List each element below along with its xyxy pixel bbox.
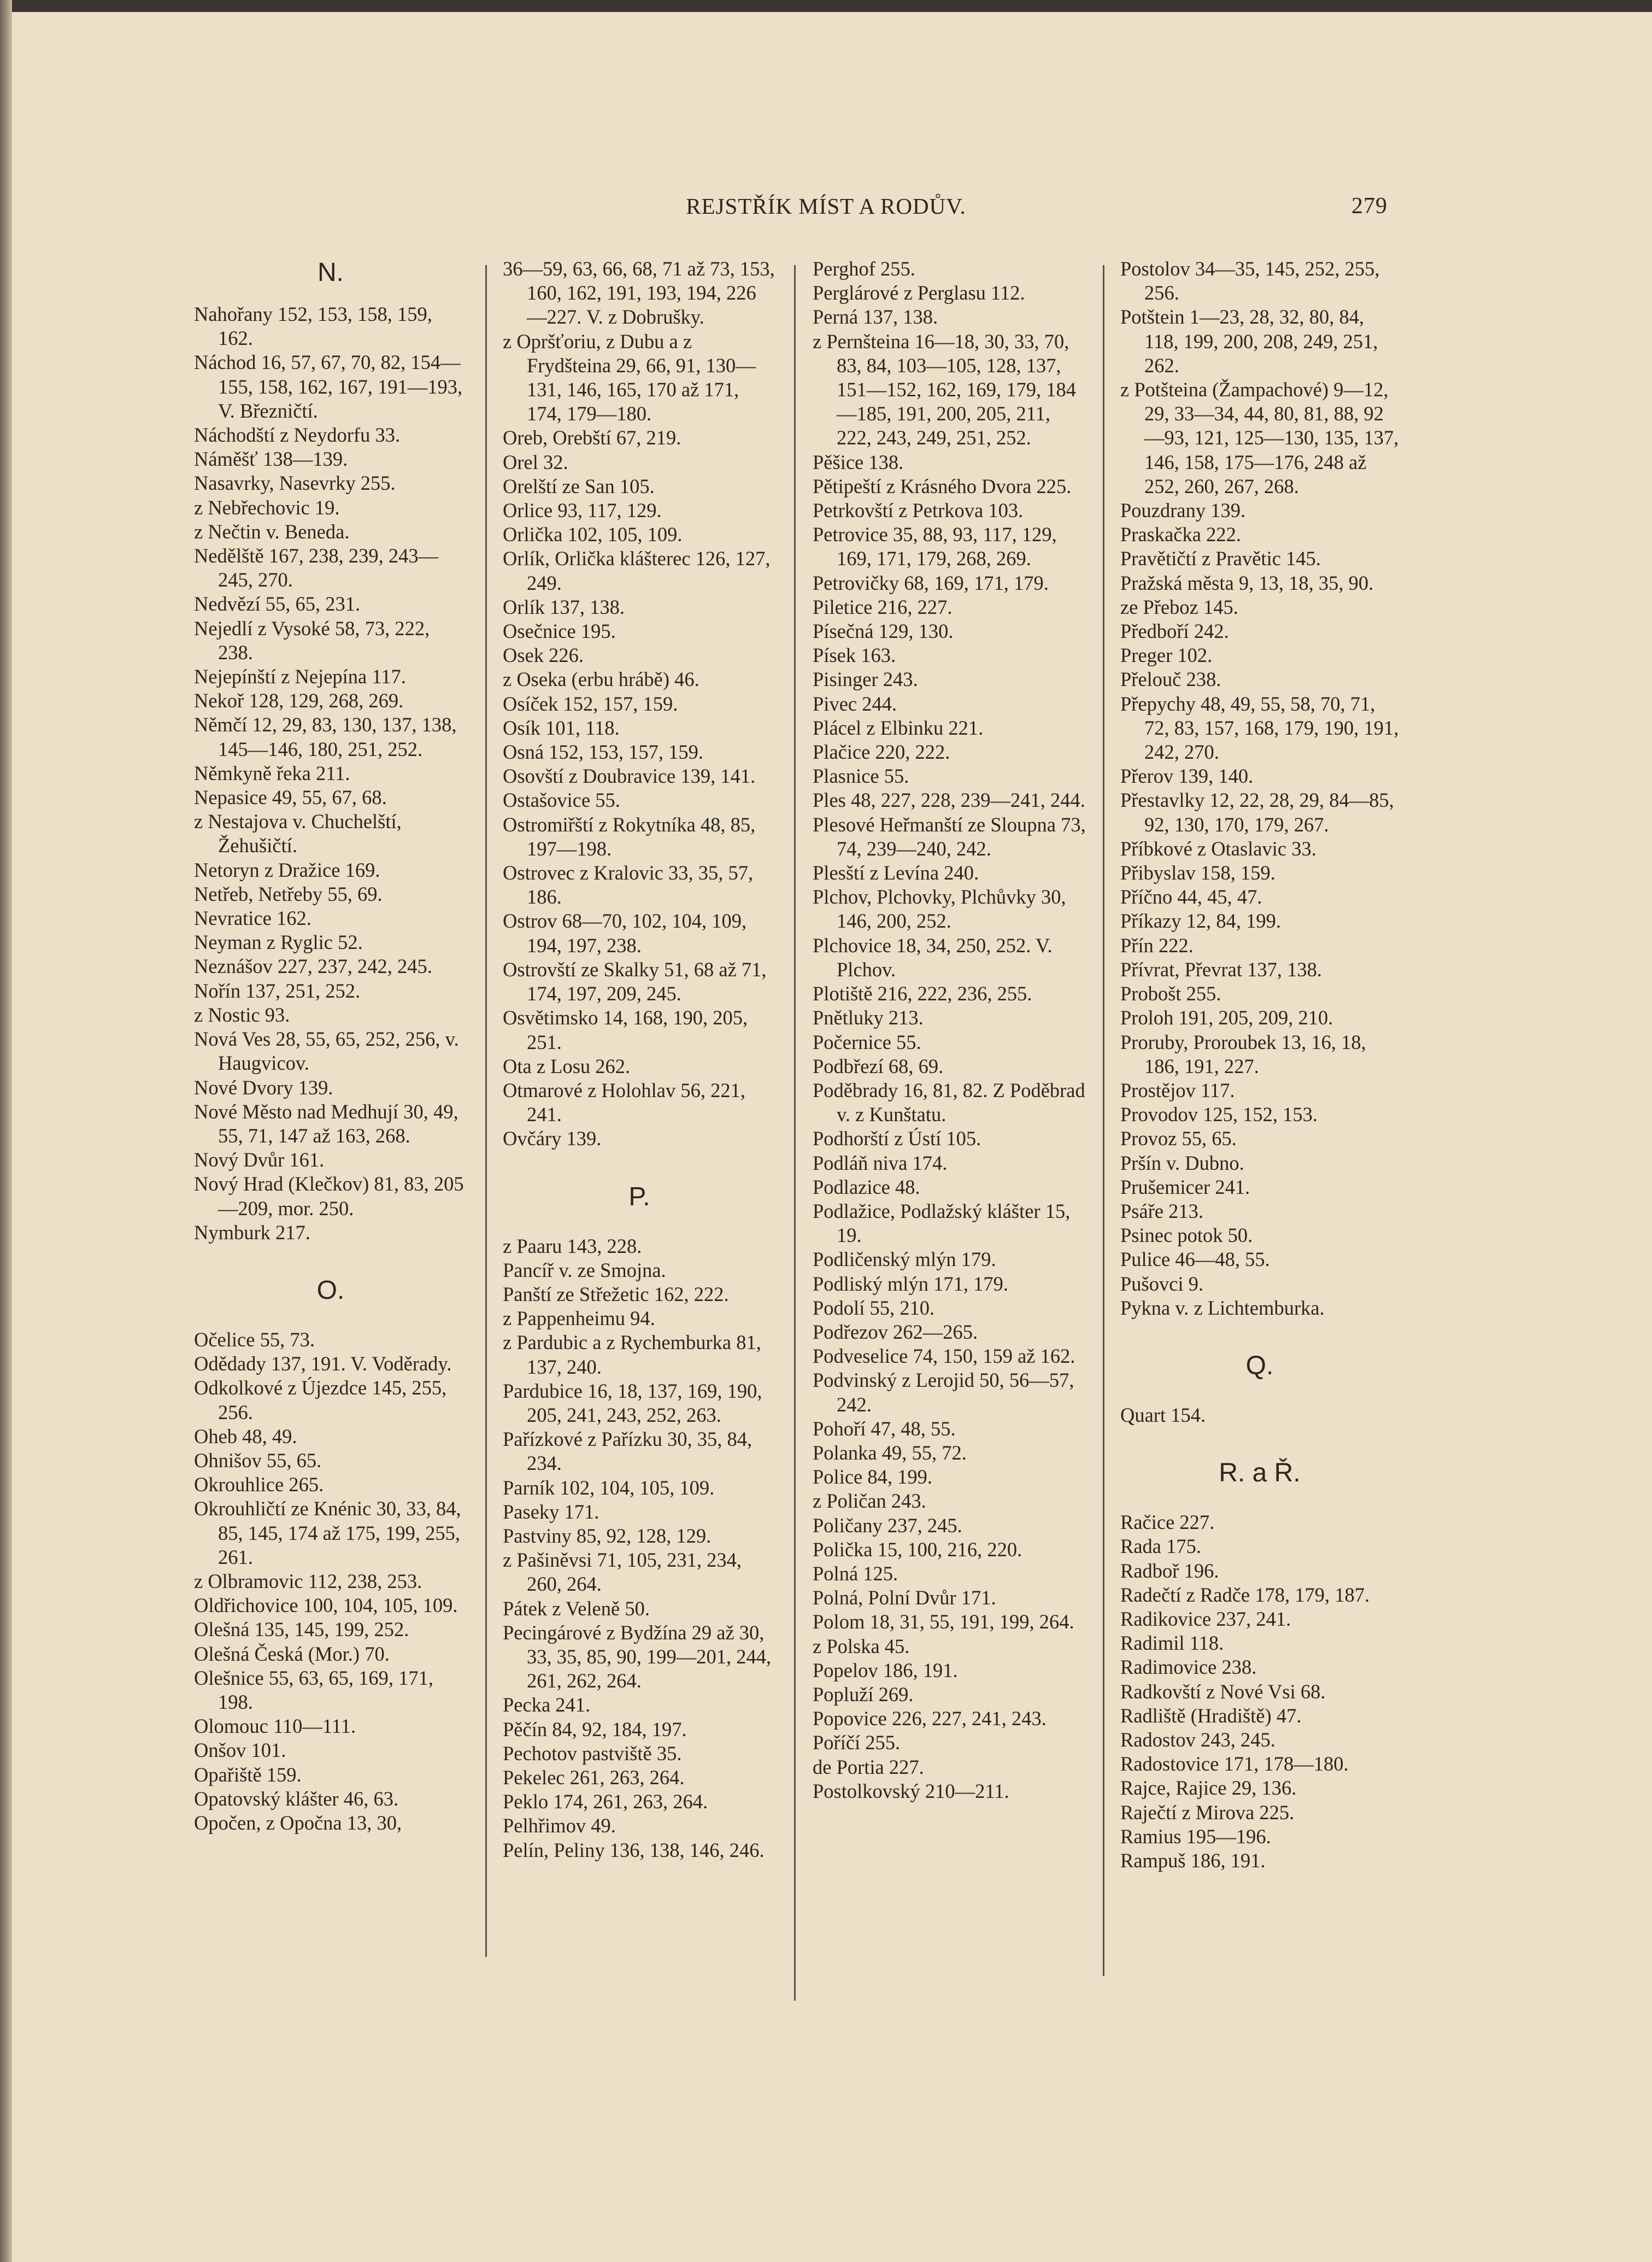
index-column-1: [194, 257, 467, 1835]
index-entry: z Pappenheimu 94.: [503, 1307, 655, 1330]
index-entry: Perghof 255.: [813, 257, 915, 280]
section-letter-heading: P.: [628, 1182, 650, 1211]
index-entry: Psinec potok 50.: [1120, 1224, 1253, 1247]
index-entry: Proruby, Proroubek 13, 16, 18, 186, 191, 227.: [1120, 1030, 1366, 1077]
index-entry: Osovští z Doubravice 139, 141.: [503, 765, 756, 788]
index-entry: Podlažice, Podlažský klášter 15, 19.: [813, 1199, 1071, 1247]
index-entry: Olešná Česká (Mor.) 70.: [194, 1642, 390, 1665]
index-entry: Příkazy 12, 84, 199.: [1120, 910, 1281, 933]
index-entry: Nedvězí 55, 65, 231.: [194, 593, 361, 616]
index-entry: Perglárové z Perglasu 112.: [813, 282, 1025, 304]
index-entry: Přestavlky 12, 22, 28, 29, 84—85, 92, 130, 170, 179, 267.: [1120, 789, 1394, 836]
index-entry: Ovčáry 139.: [503, 1127, 602, 1150]
index-entry: Předboří 242.: [1120, 620, 1229, 643]
index-entry: Panští ze Střežetic 162, 222.: [503, 1282, 729, 1305]
index-entry: Nořín 137, 251, 252.: [194, 979, 361, 1002]
index-entry: Nepasice 49, 55, 67, 68.: [194, 786, 387, 809]
index-entry: Plotiště 216, 222, 236, 255.: [813, 982, 1032, 1005]
index-entry: Nové Město nad Medhují 30, 49, 55, 71, 147 až 163, 268.: [194, 1100, 458, 1147]
index-entry: Orlík, Orlička klášterec 126, 127, 249.: [503, 547, 771, 594]
index-entry: Písek 163.: [813, 644, 896, 667]
index-entry: Rada 175.: [1120, 1535, 1201, 1558]
index-entry: Radkovští z Nové Vsi 68.: [1120, 1680, 1326, 1703]
index-entry: Pelín, Peliny 136, 138, 146, 246.: [503, 1838, 765, 1861]
index-entry: Osíček 152, 157, 159.: [503, 692, 678, 715]
section-letter-heading: Q.: [1245, 1351, 1274, 1380]
index-entry: Počernice 55.: [813, 1030, 921, 1053]
index-entry: Podřezov 262—265.: [813, 1320, 978, 1343]
index-entry: Plácel z Elbinku 221.: [813, 716, 984, 739]
index-entry: Němkyně řeka 211.: [194, 761, 350, 784]
index-entry: Pětipeští z Krásného Dvora 225.: [813, 474, 1072, 497]
index-entry: Olešná 135, 145, 199, 252.: [194, 1618, 409, 1641]
index-entry: Radečtí z Radče 178, 179, 187.: [1120, 1583, 1370, 1606]
index-entry: z Nebřechovic 19.: [194, 496, 340, 519]
index-entry: Pardubice 16, 18, 137, 169, 190, 205, 241, 243, 252, 263.: [503, 1379, 762, 1426]
index-entry: Plačice 220, 222.: [813, 741, 950, 764]
index-entry: Orlička 102, 105, 109.: [503, 523, 683, 546]
index-entry: Pražská města 9, 13, 18, 35, 90.: [1120, 571, 1374, 594]
index-entry: Paseky 171.: [503, 1500, 599, 1523]
index-entry: Pastviny 85, 92, 128, 129.: [503, 1524, 712, 1547]
index-entry: Orel 32.: [503, 450, 568, 473]
index-entry: Osvětimsko 14, 168, 190, 205, 251.: [503, 1006, 748, 1053]
index-entry: Nahořany 152, 153, 158, 159, 162.: [194, 303, 432, 350]
index-entry: Pekelec 261, 263, 264.: [503, 1766, 685, 1789]
index-entry: Plchov, Plchovky, Plchůvky 30, 146, 200, 252.: [813, 886, 1066, 933]
index-entry: Petrkovští z Petrkova 103.: [813, 499, 1024, 522]
index-entry: Raječtí z Mirova 225.: [1120, 1801, 1295, 1824]
index-entry: Podveselice 74, 150, 159 až 162.: [813, 1345, 1075, 1368]
section-letter-heading: O.: [316, 1275, 345, 1305]
index-entry: Probošt 255.: [1120, 982, 1221, 1005]
index-entry: Podbřezí 68, 69.: [813, 1054, 944, 1077]
column-divider: [794, 265, 796, 2001]
index-entry: Podličenský mlýn 179.: [813, 1248, 996, 1271]
index-entry: Police 84, 199.: [813, 1466, 932, 1489]
index-entry: Radliště (Hradiště) 47.: [1120, 1704, 1302, 1727]
index-entry: Podvinský z Lerojid 50, 56—57, 242.: [813, 1369, 1074, 1416]
index-entry: z Opršťoriu, z Dubu a z Frydšteina 29, 66, 91, 130—131, 146, 165, 170 až 171, 174, 179—180.: [503, 330, 756, 425]
column-divider: [1103, 265, 1104, 1976]
index-entry: Otmarové z Holohlav 56, 221, 241.: [503, 1079, 745, 1126]
index-entry: Nedělště 167, 238, 239, 243—245, 270.: [194, 544, 439, 591]
index-entry: ze Přeboz 145.: [1120, 595, 1238, 618]
index-entry: Neyman z Ryglic 52.: [194, 931, 363, 954]
index-entry: Písečná 129, 130.: [813, 620, 954, 643]
index-entry: Popluží 269.: [813, 1683, 914, 1706]
index-entry: Postolkovský 210—211.: [813, 1779, 1009, 1802]
index-entry: Piletice 216, 227.: [813, 595, 953, 618]
index-entry: Pěčín 84, 92, 184, 197.: [503, 1718, 687, 1741]
index-entry: Perná 137, 138.: [813, 306, 938, 329]
index-entry: Prušemicer 241.: [1120, 1175, 1250, 1198]
index-entry: Plchovice 18, 34, 250, 252. V. Plchov.: [813, 934, 1053, 981]
index-entry: Radimil 118.: [1120, 1632, 1224, 1655]
index-entry: z Oseka (erbu hrábě) 46.: [503, 668, 699, 691]
index-entry: Poličany 237, 245.: [813, 1514, 962, 1537]
index-entry: Nejedlí z Vysoké 58, 73, 222, 238.: [194, 617, 430, 664]
index-entry: Pechotov pastviště 35.: [503, 1742, 682, 1765]
index-entry: Očelice 55, 73.: [194, 1328, 315, 1351]
index-entry: Přerov 139, 140.: [1120, 765, 1254, 788]
index-entry: Parník 102, 104, 105, 109.: [503, 1476, 715, 1499]
column-divider: [485, 265, 487, 1957]
index-entry: Poříčí 255.: [813, 1731, 901, 1754]
index-entry: Petrovičky 68, 169, 171, 179.: [813, 571, 1049, 594]
index-entry: Ramius 195—196.: [1120, 1825, 1271, 1848]
index-entry: Ota z Losu 262.: [503, 1054, 631, 1077]
index-entry: Nová Ves 28, 55, 65, 252, 256, v. Haugvicov.: [194, 1028, 459, 1075]
index-entry: Pecka 241.: [503, 1693, 591, 1716]
index-entry: Náchodští z Neydorfu 33.: [194, 424, 401, 447]
index-entry: 36—59, 63, 66, 68, 71 až 73, 153, 160, 162, 191, 193, 194, 226—227. V. z Dobrušky.: [503, 257, 775, 329]
index-entry: Ostrovec z Kralovic 33, 35, 57, 186.: [503, 862, 754, 909]
index-entry: Ostrovští ze Skalky 51, 68 až 71, 174, 197, 209, 245.: [503, 958, 767, 1005]
index-entry: Pulice 46—48, 55.: [1120, 1248, 1270, 1271]
index-entry: Přín 222.: [1120, 934, 1194, 957]
index-entry: Podlazice 48.: [813, 1175, 920, 1198]
index-entry: Podliský mlýn 171, 179.: [813, 1272, 1008, 1295]
index-entry: Oldřichovice 100, 104, 105, 109.: [194, 1594, 458, 1617]
index-entry: z Nečtin v. Beneda.: [194, 520, 350, 543]
index-entry: Podhorští z Ústí 105.: [813, 1127, 981, 1150]
index-entry: z Nostic 93.: [194, 1003, 290, 1026]
index-entry: Odkolkové z Újezdce 145, 255, 256.: [194, 1376, 447, 1423]
index-entry: Pohoří 47, 48, 55.: [813, 1417, 956, 1440]
index-entry: Pršín v. Dubno.: [1120, 1151, 1244, 1174]
index-entry: z Potšteina (Žampachové) 9—12, 29, 33—34, 44, 80, 81, 88, 92—93, 121, 125—130, 135, 137, 146, 158, 175—176, 248 až 252, 260, 267, 268.: [1120, 378, 1399, 497]
index-entry: Osík 101, 118.: [503, 716, 620, 739]
index-entry: Příčno 44, 45, 47.: [1120, 886, 1262, 909]
page-number: 279: [1351, 194, 1388, 219]
index-entry: Pivec 244.: [813, 692, 897, 715]
index-entry: Přívrat, Převrat 137, 138.: [1120, 958, 1322, 981]
index-entry: z Pardubic a z Rychemburka 81, 137, 240.: [503, 1331, 761, 1378]
index-entry: Onšov 101.: [194, 1739, 286, 1762]
index-entry: de Portia 227.: [813, 1755, 924, 1778]
index-entry: Plasnice 55.: [813, 765, 909, 788]
index-entry: Okrouhličtí ze Knénic 30, 33, 84, 85, 145, 174 až 175, 199, 255, 261.: [194, 1497, 461, 1568]
index-entry: Ostrov 68—70, 102, 104, 109, 194, 197, 238.: [503, 910, 747, 957]
index-entry: Pařízkové z Pařízku 30, 35, 84, 234.: [503, 1428, 752, 1475]
index-entry: Odědady 137, 191. V. Voděrady.: [194, 1352, 452, 1375]
index-entry: Pelhřimov 49.: [503, 1814, 616, 1837]
index-entry: Orlice 93, 117, 129.: [503, 499, 662, 522]
index-entry: Podláň niva 174.: [813, 1151, 948, 1174]
index-entry: Polná, Polní Dvůr 171.: [813, 1586, 996, 1609]
index-entry: Pecingárové z Bydžína 29 až 30, 33, 35, 85, 90, 199—201, 244, 261, 262, 264.: [503, 1621, 772, 1692]
index-entry: Oheb 48, 49.: [194, 1425, 297, 1448]
index-entry: Nové Dvory 139.: [194, 1076, 333, 1099]
index-entry: Praskačka 222.: [1120, 523, 1241, 546]
index-entry: Radimovice 238.: [1120, 1656, 1257, 1679]
section-letter-heading: R. a Ř.: [1219, 1458, 1301, 1488]
index-entry: Příbkové z Otaslavic 33.: [1120, 837, 1316, 860]
index-entry: Poděbrady 16, 81, 82. Z Poděbrad v. z Kunštatu.: [813, 1079, 1085, 1126]
index-entry: Potštein 1—23, 28, 32, 80, 84, 118, 199, 200, 208, 249, 251, 262.: [1120, 306, 1378, 377]
index-entry: Pykna v. z Lichtemburka.: [1120, 1296, 1325, 1319]
index-entry: Osek 226.: [503, 644, 584, 667]
index-entry: Popovice 226, 227, 241, 243.: [813, 1707, 1047, 1730]
index-entry: Netoryn z Dražice 169.: [194, 858, 380, 881]
index-entry: Ostromiřští z Rokytníka 48, 85, 197—198.: [503, 813, 756, 860]
index-entry: Přepychy 48, 49, 55, 58, 70, 71, 72, 83, 157, 168, 179, 190, 191, 242, 270.: [1120, 692, 1399, 764]
index-entry: Quart 154.: [1120, 1403, 1206, 1426]
index-entry: Proloh 191, 205, 209, 210.: [1120, 1006, 1333, 1029]
page-binding-edge: [0, 0, 12, 2262]
index-entry: Opatovský klášter 46, 63.: [194, 1787, 399, 1810]
index-entry: Provodov 125, 152, 153.: [1120, 1103, 1318, 1126]
index-entry: Osečnice 195.: [503, 620, 616, 643]
index-entry: Radostov 243, 245.: [1120, 1728, 1275, 1751]
index-entry: Račice 227.: [1120, 1511, 1215, 1534]
index-entry: Preger 102.: [1120, 644, 1213, 667]
index-entry: Okrouhlice 265.: [194, 1473, 324, 1496]
index-entry: Neznášov 227, 237, 242, 245.: [194, 955, 432, 978]
index-entry: Nejepínští z Nejepína 117.: [194, 665, 406, 688]
index-entry: Podolí 55, 210.: [813, 1296, 935, 1319]
index-entry: Pravětičtí z Pravětic 145.: [1120, 547, 1321, 570]
index-entry: Polná 125.: [813, 1562, 898, 1585]
index-entry: Prostějov 117.: [1120, 1079, 1235, 1101]
index-entry: Přibyslav 158, 159.: [1120, 862, 1275, 884]
index-entry: Plesští z Levína 240.: [813, 862, 979, 884]
index-entry: z Nestajova v. Chuchelští, Žehušičtí.: [194, 810, 402, 857]
index-entry: Polanka 49, 55, 72.: [813, 1441, 967, 1464]
index-entry: Náchod 16, 57, 67, 70, 82, 154—155, 158, 162, 167, 191—193, V. Březničtí.: [194, 351, 463, 422]
section-letter-heading: N.: [318, 258, 344, 287]
index-entry: Olomouc 110—111.: [194, 1715, 356, 1738]
index-entry: Pátek z Veleně 50.: [503, 1597, 650, 1620]
index-entry: Nový Dvůr 161.: [194, 1148, 325, 1171]
index-entry: z Polska 45.: [813, 1634, 910, 1657]
index-entry: Netřeb, Netřeby 55, 69.: [194, 882, 383, 905]
index-entry: Pěšice 138.: [813, 450, 904, 473]
index-column-2: [503, 257, 776, 1862]
index-entry: Plesové Heřmanští ze Sloupna 73, 74, 239—240, 242.: [813, 813, 1086, 860]
index-column-3: [813, 257, 1086, 1803]
index-entry: Provoz 55, 65.: [1120, 1127, 1237, 1150]
running-header: [0, 189, 1652, 227]
index-entry: Orlík 137, 138.: [503, 595, 625, 618]
index-entry: z Paaru 143, 228.: [503, 1234, 642, 1257]
running-header-title: REJSTŘÍK MÍST A RODŮV.: [686, 194, 966, 219]
index-entry: Nevratice 162.: [194, 907, 311, 930]
index-entry: Opočen, z Opočna 13, 30,: [194, 1811, 402, 1834]
index-entry: Nový Hrad (Klečkov) 81, 83, 205—209, mor. 250.: [194, 1173, 464, 1220]
index-entry: z Pašiněvsi 71, 105, 231, 234, 260, 264.: [503, 1549, 742, 1596]
index-entry: Postolov 34—35, 145, 252, 255, 256.: [1120, 257, 1380, 304]
index-entry: Nymburk 217.: [194, 1221, 310, 1244]
index-entry: Pancíř v. ze Smojna.: [503, 1258, 666, 1281]
page-top-edge: [0, 0, 1652, 12]
index-entry: Pnětluky 213.: [813, 1006, 924, 1029]
index-entry: z Poličan 243.: [813, 1490, 926, 1513]
index-entry: Nekoř 128, 129, 268, 269.: [194, 689, 404, 712]
index-entry: Nasavrky, Nasevrky 255.: [194, 472, 396, 495]
index-entry: Pouzdrany 139.: [1120, 499, 1246, 522]
index-entry: Opařiště 159.: [194, 1763, 302, 1786]
index-entry: Němčí 12, 29, 83, 130, 137, 138, 145—146, 180, 251, 252.: [194, 713, 457, 760]
index-entry: Ples 48, 227, 228, 239—241, 244.: [813, 789, 1085, 812]
index-entry: z Pernšteina 16—18, 30, 33, 70, 83, 84, 103—105, 128, 137, 151—152, 162, 169, 179, 184—185, 191, 200, 205, 211, 222, 243, 249, 251, 252.: [813, 330, 1076, 449]
index-entry: Rampuš 186, 191.: [1120, 1849, 1266, 1872]
index-entry: Petrovice 35, 88, 93, 117, 129, 169, 171, 179, 268, 269.: [813, 523, 1057, 570]
index-entry: Radikovice 237, 241.: [1120, 1607, 1291, 1630]
index-entry: Přelouč 238.: [1120, 668, 1221, 691]
index-entry: Popelov 186, 191.: [813, 1659, 958, 1681]
index-entry: Rajce, Rajice 29, 136.: [1120, 1777, 1297, 1800]
index-entry: Psáře 213.: [1120, 1199, 1204, 1222]
index-entry: Ohnišov 55, 65.: [194, 1449, 322, 1472]
index-entry: z Olbramovic 112, 238, 253.: [194, 1569, 422, 1592]
index-entry: Náměšť 138—139.: [194, 448, 348, 471]
index-entry: Polička 15, 100, 216, 220.: [813, 1538, 1022, 1561]
index-entry: Peklo 174, 261, 263, 264.: [503, 1790, 708, 1813]
index-entry: Orelští ze San 105.: [503, 474, 655, 497]
index-entry: Radostovice 171, 178—180.: [1120, 1753, 1349, 1775]
index-entry: Pušovci 9.: [1120, 1272, 1204, 1295]
index-entry: Osná 152, 153, 157, 159.: [503, 741, 704, 764]
index-entry: Oreb, Orebští 67, 219.: [503, 426, 681, 449]
index-entry: Polom 18, 31, 55, 191, 199, 264.: [813, 1610, 1074, 1633]
index-entry: Olešnice 55, 63, 65, 169, 171, 198.: [194, 1666, 433, 1713]
index-entry: Radboř 196.: [1120, 1559, 1219, 1582]
index-column-4: [1120, 257, 1399, 1873]
index-entry: Ostašovice 55.: [503, 789, 620, 812]
index-entry: Pisinger 243.: [813, 668, 918, 691]
